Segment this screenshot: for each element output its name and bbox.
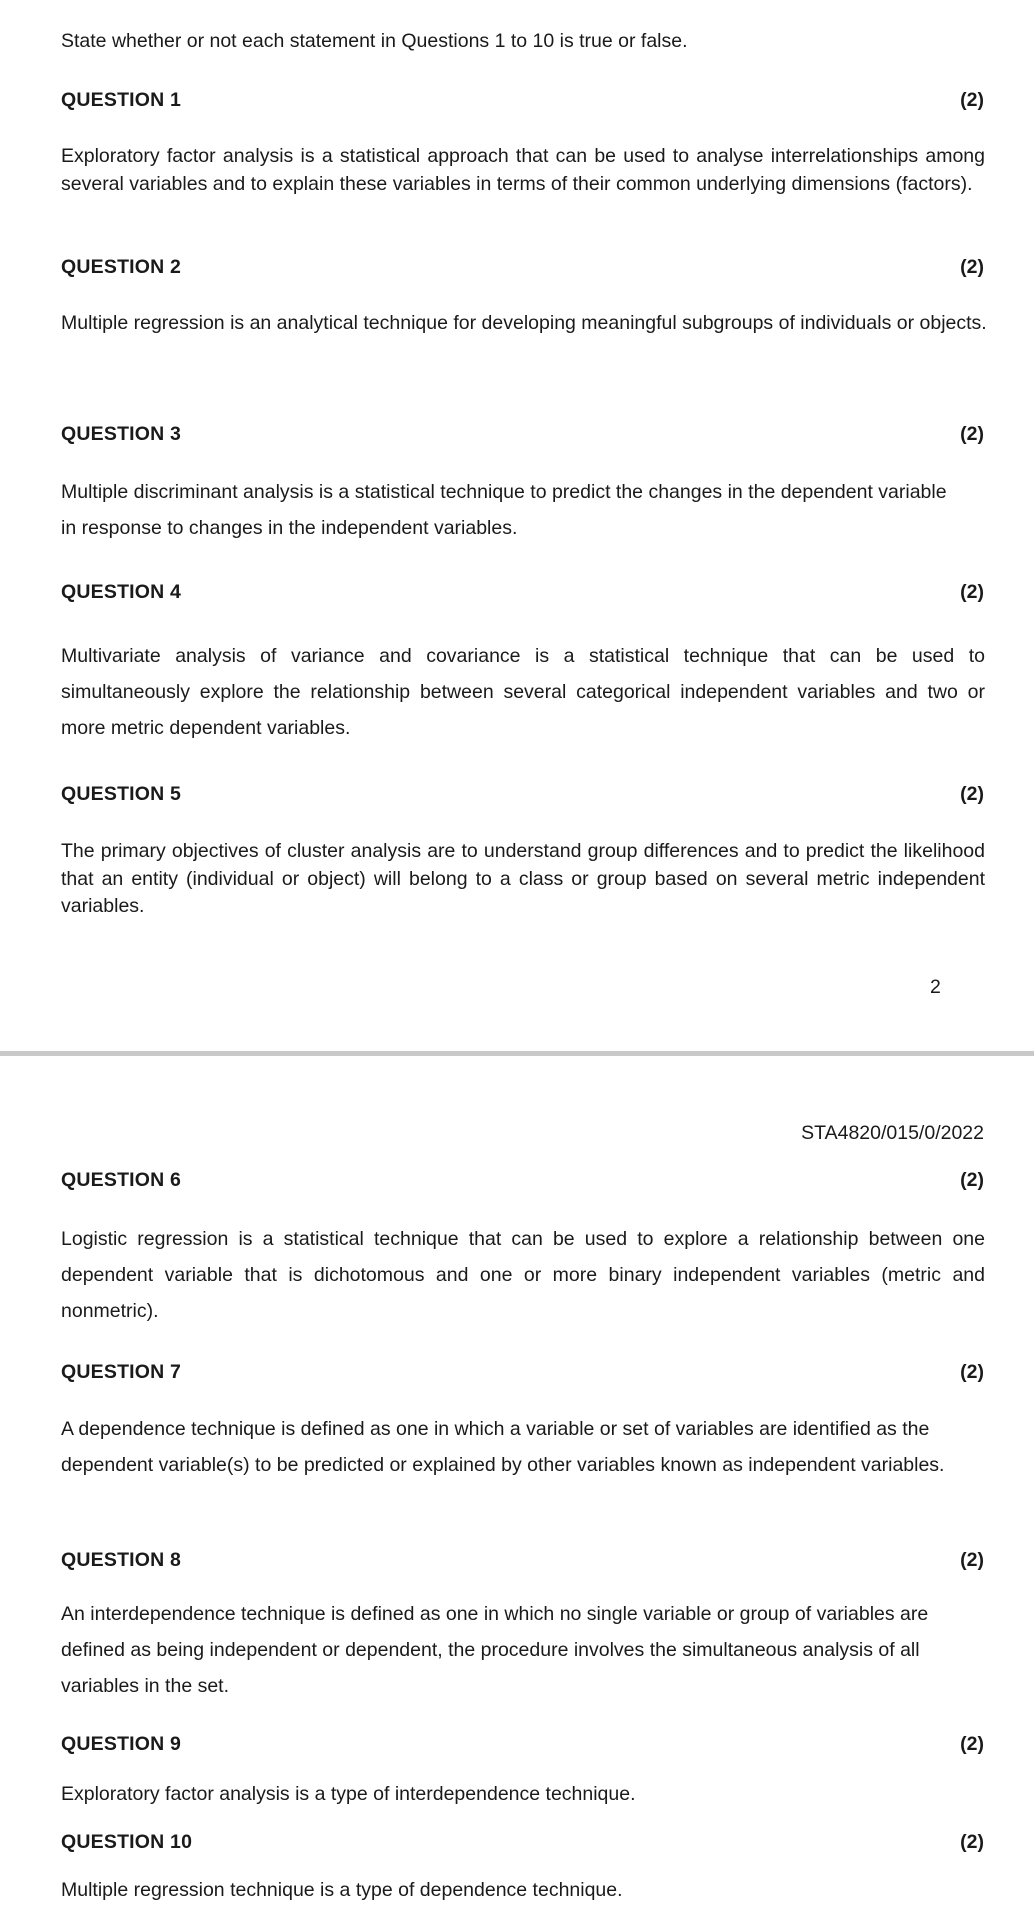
question-9-title: QUESTION 9 [61, 1733, 182, 1755]
question-4-title: QUESTION 4 [61, 581, 182, 603]
question-3-title: QUESTION 3 [61, 423, 182, 445]
question-9-marks: (2) [960, 1733, 984, 1755]
question-2-text: Multiple regression is an analytical technique for developing meaningful subgroups of individuals or objects. [61, 312, 987, 334]
question-6-marks: (2) [960, 1169, 984, 1191]
question-6-title: QUESTION 6 [61, 1169, 182, 1191]
question-5-marks: (2) [960, 783, 984, 805]
question-4-marks: (2) [960, 581, 984, 603]
course-code: STA4820/015/0/2022 [801, 1122, 984, 1144]
question-10-marks: (2) [960, 1831, 984, 1853]
question-7-text: A dependence technique is defined as one in which a variable or set of variables are identified as the dependent variable(s) to be predicted or explained by other variables known as independent variables. [61, 1418, 945, 1476]
question-7-title: QUESTION 7 [61, 1361, 182, 1383]
page-divider [0, 1051, 1034, 1056]
question-8-title: QUESTION 8 [61, 1549, 182, 1571]
question-5-title: QUESTION 5 [61, 783, 182, 805]
question-3-marks: (2) [960, 423, 984, 445]
question-10-text: Multiple regression technique is a type of dependence technique. [61, 1879, 623, 1901]
question-1-title: QUESTION 1 [61, 89, 182, 111]
question-5-text: The primary objectives of cluster analysis are to understand group differences and to predict the likelihood that an entity (individual or object) will belong to a class or group based on several metric independent variables. [61, 840, 985, 917]
question-2-marks: (2) [960, 256, 984, 278]
page-number: 2 [930, 976, 941, 998]
question-2-title: QUESTION 2 [61, 256, 182, 278]
instructions: State whether or not each statement in Questions 1 to 10 is true or false. [61, 30, 688, 52]
question-3-text: Multiple discriminant analysis is a statistical technique to predict the changes in the dependent variable in response to changes in the independent variables. [61, 481, 947, 539]
question-4-text: Multivariate analysis of variance and covariance is a statistical technique that can be used to simultaneously explore the relationship between several categorical independent variables and two or more metric dependent variables. [61, 645, 985, 739]
question-7-marks: (2) [960, 1361, 984, 1383]
question-6-text: Logistic regression is a statistical technique that can be used to explore a relationship between one dependent variable that is dichotomous and one or more binary independent variables (metric and nonmetric). [61, 1228, 985, 1322]
question-1-text: Exploratory factor analysis is a statistical approach that can be used to analyse interrelationships among several variables and to explain these variables in terms of their common underlying dimensions (factors). [61, 145, 985, 195]
question-8-text: An interdependence technique is defined as one in which no single variable or group of variables are defined as being independent or dependent, the procedure involves the simultaneous analysis of all variables in the set. [61, 1603, 929, 1697]
question-10-title: QUESTION 10 [61, 1831, 193, 1853]
question-8-marks: (2) [960, 1549, 984, 1571]
question-1-marks: (2) [960, 89, 984, 111]
question-9-text: Exploratory factor analysis is a type of interdependence technique. [61, 1783, 636, 1805]
